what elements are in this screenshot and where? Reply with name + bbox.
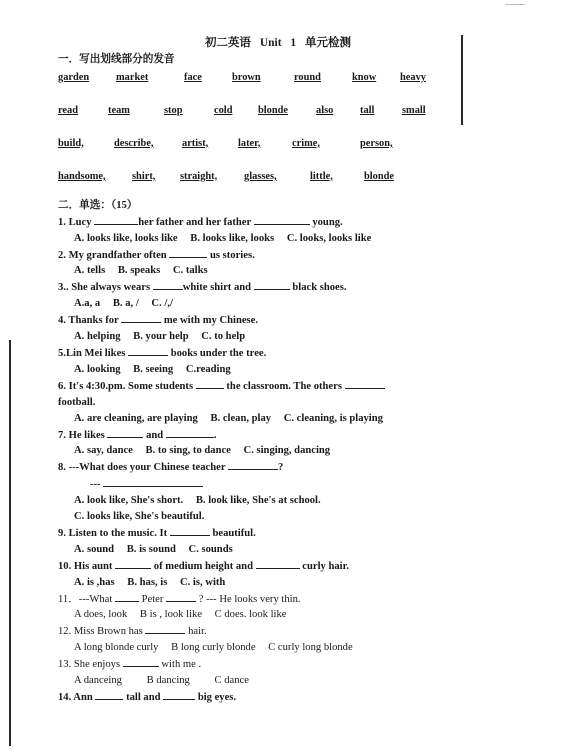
margin-rule-left bbox=[9, 340, 11, 746]
q-text: curly hair. bbox=[302, 560, 349, 572]
word: shirt, bbox=[132, 170, 156, 182]
word-row bbox=[58, 167, 458, 200]
question bbox=[58, 623, 458, 640]
q-text: the classroom. The others bbox=[226, 380, 342, 392]
options bbox=[58, 329, 458, 345]
options bbox=[58, 263, 458, 279]
option[interactable]: A. helping bbox=[74, 331, 121, 343]
option[interactable]: C. sounds bbox=[188, 543, 233, 555]
word: stop bbox=[164, 104, 183, 116]
option[interactable]: B. has, is bbox=[127, 576, 168, 588]
answer-blank[interactable] bbox=[163, 689, 195, 700]
word: garden bbox=[58, 71, 90, 83]
word: crime, bbox=[292, 137, 320, 149]
q-text: 3.. She always wears bbox=[58, 282, 151, 294]
question bbox=[58, 345, 458, 362]
word: person, bbox=[360, 137, 393, 149]
q-text: and bbox=[146, 429, 164, 441]
option[interactable]: B. your help bbox=[133, 331, 189, 343]
title-prefix: 初二英语 bbox=[204, 37, 251, 49]
option[interactable]: C does. look like bbox=[214, 609, 287, 621]
q-text: hair. bbox=[188, 626, 207, 638]
q-text: 4. Thanks for bbox=[58, 315, 119, 327]
option[interactable]: A.a, a bbox=[74, 298, 101, 310]
answer-blank[interactable] bbox=[254, 214, 310, 225]
word: cold bbox=[214, 104, 233, 116]
option[interactable]: B long curly blonde bbox=[171, 642, 256, 654]
q-text: ? --- He looks very thin. bbox=[198, 593, 301, 605]
q-text: 13. She enjoys bbox=[58, 659, 121, 671]
option[interactable]: A. looking bbox=[74, 363, 121, 375]
options bbox=[58, 640, 458, 656]
options bbox=[58, 493, 458, 509]
option[interactable]: A. looks like, looks like bbox=[74, 232, 178, 244]
option[interactable]: C. cleaning, is playing bbox=[283, 412, 383, 424]
options bbox=[58, 542, 458, 558]
options bbox=[58, 509, 458, 525]
q-text: 10. His aunt bbox=[58, 560, 113, 572]
q-text: 11．---What bbox=[58, 593, 113, 605]
q-text: 6. It's 4:30.pm. Some students bbox=[58, 380, 194, 392]
option[interactable]: B. is sound bbox=[126, 543, 176, 555]
option[interactable]: B. speaks bbox=[117, 265, 161, 277]
option[interactable]: C. to help bbox=[201, 331, 246, 343]
word-row bbox=[58, 101, 458, 134]
word: glasses, bbox=[244, 170, 277, 182]
q-text: her father and her father bbox=[138, 216, 252, 228]
answer-blank[interactable] bbox=[166, 427, 214, 438]
word: know bbox=[352, 71, 377, 83]
options bbox=[58, 575, 458, 591]
question bbox=[58, 312, 458, 329]
word: also bbox=[316, 104, 334, 116]
options bbox=[58, 231, 458, 247]
word: handsome, bbox=[58, 170, 106, 182]
word: brown bbox=[232, 71, 261, 83]
option[interactable]: C. is, with bbox=[179, 576, 226, 588]
answer-blank[interactable] bbox=[94, 214, 138, 225]
option[interactable]: C. talks bbox=[172, 265, 208, 277]
q-text: of medium height and bbox=[153, 560, 253, 572]
option[interactable]: A long blonde curly bbox=[74, 642, 159, 654]
option[interactable]: B. clean, play bbox=[210, 412, 272, 424]
answer-blank[interactable] bbox=[121, 312, 161, 323]
word: blonde bbox=[258, 104, 289, 116]
options bbox=[58, 443, 458, 459]
answer-blank[interactable] bbox=[169, 247, 207, 258]
answer-blank[interactable] bbox=[95, 689, 123, 700]
option[interactable]: B. seeing bbox=[133, 363, 174, 375]
word: blonde bbox=[364, 170, 395, 182]
question bbox=[58, 558, 458, 575]
option[interactable]: B. to sing, to dance bbox=[145, 445, 231, 457]
word: straight, bbox=[180, 170, 218, 182]
q-text: books under the tree. bbox=[170, 347, 267, 359]
option[interactable]: B. looks like, looks bbox=[190, 232, 275, 244]
word: later, bbox=[238, 137, 261, 149]
answer-blank[interactable] bbox=[170, 525, 210, 536]
option[interactable]: C dance bbox=[214, 675, 249, 687]
question bbox=[58, 656, 458, 673]
q-text: 7. He likes bbox=[58, 429, 105, 441]
answer-blank[interactable] bbox=[115, 558, 151, 569]
option[interactable]: A. say, dance bbox=[74, 445, 133, 457]
word: team bbox=[108, 104, 130, 116]
answer-blank[interactable] bbox=[107, 427, 143, 438]
answer-blank[interactable] bbox=[103, 476, 203, 487]
option[interactable]: A danceing bbox=[74, 675, 122, 687]
word: face bbox=[184, 71, 202, 83]
word: build, bbox=[58, 137, 84, 149]
q-text: tall and bbox=[126, 692, 161, 703]
question bbox=[58, 214, 458, 231]
answer-blank[interactable] bbox=[128, 345, 168, 356]
option[interactable]: A. look like, She's short. bbox=[74, 495, 184, 507]
option[interactable]: C. looks, looks like bbox=[286, 232, 372, 244]
options bbox=[58, 673, 458, 689]
q-text: 5.Lin Mei likes bbox=[58, 347, 126, 359]
q-text: --- bbox=[90, 479, 101, 491]
word: small bbox=[402, 104, 426, 116]
q-text: Peter bbox=[141, 593, 164, 605]
q-text: me with my Chinese. bbox=[163, 315, 259, 327]
q-text: 2. My grandfather often bbox=[58, 249, 167, 261]
word: heavy bbox=[400, 71, 426, 83]
question bbox=[58, 689, 458, 706]
word: little, bbox=[310, 170, 333, 182]
q-text: 12. Miss Brown has bbox=[58, 626, 143, 638]
word-row bbox=[58, 68, 458, 101]
option[interactable]: A. is ,has bbox=[74, 576, 115, 588]
q-text: big eyes. bbox=[197, 692, 237, 703]
question bbox=[58, 525, 458, 542]
worksheet bbox=[58, 36, 458, 706]
q-text: beautiful. bbox=[212, 527, 256, 539]
word-row bbox=[58, 134, 458, 167]
question bbox=[58, 427, 458, 444]
option[interactable]: B is , look like bbox=[139, 609, 203, 621]
option[interactable]: A. are cleaning, are playing bbox=[74, 412, 198, 424]
option[interactable]: C. /,/ bbox=[151, 298, 173, 310]
option[interactable]: C. singing, dancing bbox=[243, 445, 331, 457]
option[interactable]: B. look like, She's at school. bbox=[195, 495, 321, 507]
answer-blank[interactable] bbox=[345, 378, 385, 389]
option[interactable]: B dancing bbox=[146, 675, 190, 687]
question bbox=[58, 459, 458, 476]
word-list bbox=[58, 68, 458, 200]
q-text: ? bbox=[277, 462, 284, 474]
q-text: white shirt and bbox=[182, 282, 252, 294]
option[interactable]: A does, look bbox=[74, 609, 128, 621]
option[interactable]: C. looks like, She's beautiful. bbox=[74, 511, 205, 523]
question bbox=[58, 378, 458, 395]
answer-blank[interactable] bbox=[256, 558, 300, 569]
answer-blank[interactable] bbox=[123, 656, 159, 667]
word: read bbox=[58, 104, 79, 116]
q-text: us stories. bbox=[209, 249, 255, 261]
answer-blank[interactable] bbox=[166, 591, 196, 602]
options bbox=[58, 296, 458, 312]
word: tall bbox=[360, 104, 375, 116]
answer-blank[interactable] bbox=[145, 623, 185, 634]
option[interactable]: C curly long blonde bbox=[268, 642, 353, 654]
options bbox=[58, 607, 458, 623]
question-continuation: football. bbox=[58, 396, 96, 408]
q-text: 9. Listen to the music. It bbox=[58, 527, 168, 539]
option[interactable]: C.reading bbox=[185, 363, 231, 375]
word: describe, bbox=[114, 137, 154, 149]
option[interactable]: B. a, / bbox=[112, 298, 139, 310]
q-text: . bbox=[213, 429, 217, 441]
answer-blank[interactable] bbox=[228, 459, 278, 470]
answer-blank[interactable] bbox=[153, 279, 183, 290]
word: market bbox=[116, 71, 149, 83]
options bbox=[58, 411, 458, 427]
question bbox=[58, 591, 458, 608]
question bbox=[58, 279, 458, 296]
answer-blank[interactable] bbox=[196, 378, 224, 389]
q-text: young. bbox=[312, 216, 343, 228]
answer-blank[interactable] bbox=[115, 591, 139, 602]
section-1-heading: 一．写出划线部分的发音 bbox=[58, 53, 175, 65]
word: round bbox=[294, 71, 321, 83]
question-continuation bbox=[58, 476, 458, 493]
q-text: black shoes. bbox=[292, 282, 347, 294]
page-corner-mark bbox=[505, 0, 525, 5]
section-2-heading: 二．单选：（15） bbox=[58, 199, 138, 211]
option[interactable]: A. sound bbox=[74, 543, 115, 555]
title-suffix: 单元检测 bbox=[305, 37, 352, 49]
page-title bbox=[98, 36, 458, 52]
q-text: 8. ---What does your Chinese teacher bbox=[58, 462, 226, 474]
q-text: 1. Lucy bbox=[58, 216, 92, 228]
options bbox=[58, 362, 458, 378]
question bbox=[58, 247, 458, 264]
word: artist, bbox=[182, 137, 209, 149]
q-text: 14. Ann bbox=[58, 692, 93, 703]
answer-blank[interactable] bbox=[254, 279, 290, 290]
option[interactable]: A. tells bbox=[74, 265, 106, 277]
title-unit: Unit bbox=[259, 37, 282, 49]
q-text: with me . bbox=[161, 659, 202, 671]
title-number: 1 bbox=[290, 37, 297, 49]
margin-rule-right bbox=[461, 35, 463, 125]
